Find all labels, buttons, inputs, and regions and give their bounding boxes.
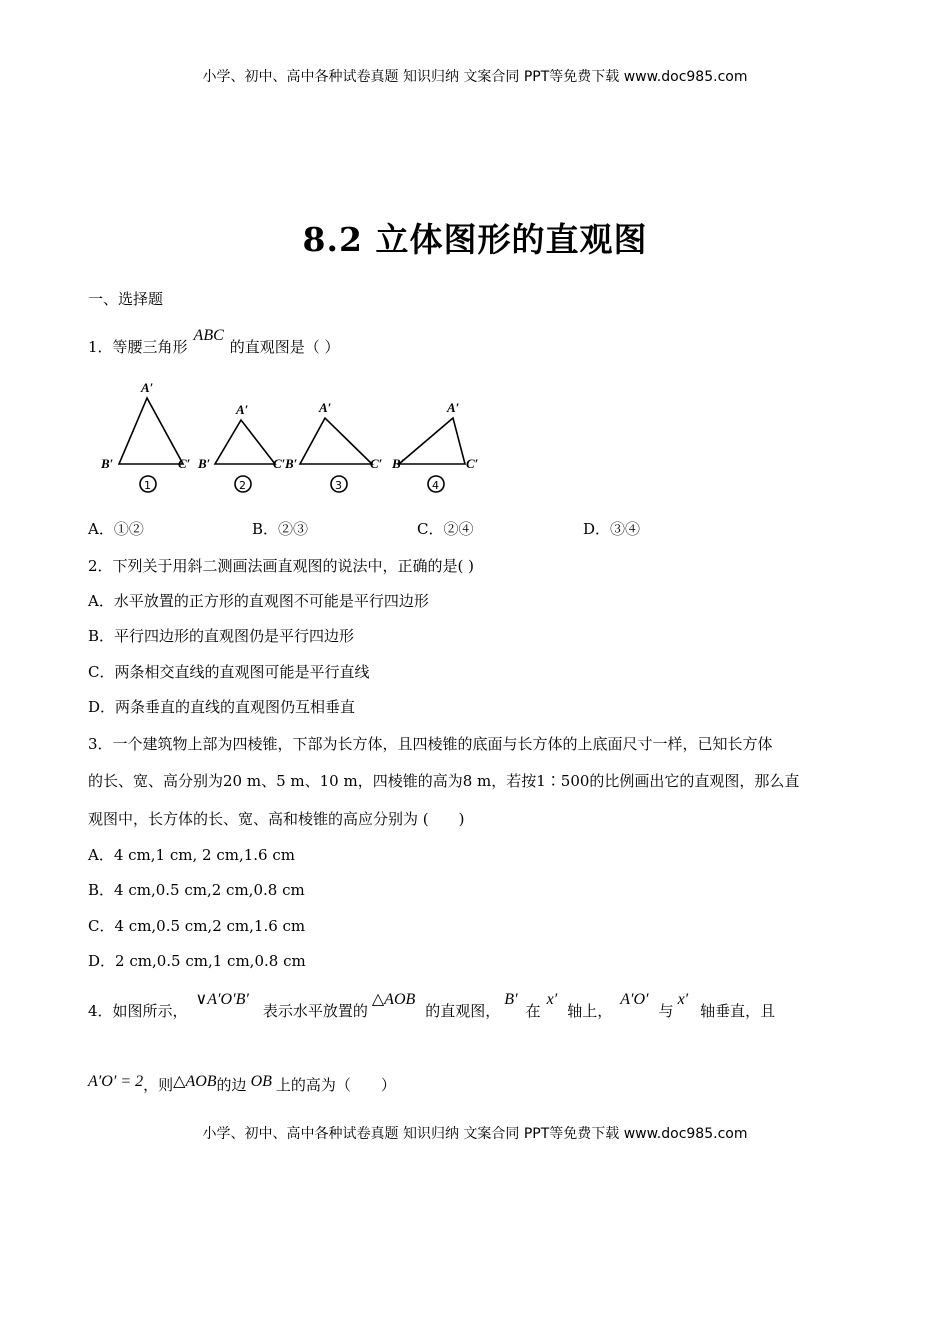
q4-math-triangle: △AOB	[371, 991, 416, 1008]
q3-option-a: A．4 cm,1 cm, 2 cm,1.6 cm	[88, 846, 295, 864]
q4-text-1: 4．如图所示，	[88, 1002, 188, 1020]
label-b2: B′	[198, 456, 211, 471]
q4-math-x1: x′	[546, 991, 558, 1008]
q2-option-d: D．两条垂直的直线的直观图仍互相垂直	[88, 698, 356, 716]
q4-math-triangle-2: △AOB	[173, 1073, 217, 1090]
q4-text-6: 与	[658, 1002, 674, 1020]
question-2-stem: 2．下列关于用斜二测画法画直观图的说法中，正确的是( )	[88, 557, 475, 575]
q1-option-b: B．②③	[252, 520, 309, 538]
triangle-1	[119, 398, 183, 464]
q4-text-9: 的边	[216, 1076, 247, 1094]
page-title: 8.2 立体图形的直观图	[302, 220, 648, 259]
figure-number-2: 2	[239, 479, 246, 492]
question-3-line-2: 的长、宽、高分别为20 m、5 m、10 m，四棱锥的高为8 m，若按1∶500的比例画出它的直观图，那么直	[88, 772, 800, 790]
figure-number-3: 3	[335, 479, 342, 492]
section-heading: 一、选择题	[88, 290, 164, 308]
q4-text-4: 在	[525, 1002, 541, 1020]
page-header: 小学、初中、高中各种试卷真题 知识归纳 文案合同 PPT等免费下载 www.doc985.com	[202, 69, 748, 85]
question-3-line-3: 观图中，长方体的长、宽、高和棱锥的高应分别为 ( )	[88, 810, 465, 828]
q4-math-ao: A′O′	[620, 991, 649, 1008]
label-b4: B′	[392, 456, 405, 471]
label-c2: C′	[273, 456, 286, 471]
label-a2: A′	[236, 402, 249, 417]
question-3-line-1: 3．一个建筑物上部为四棱锥，下部为长方体，且四棱锥的底面与长方体的上底面尺寸一样，已知长方体	[88, 735, 773, 753]
triangles-figure	[95, 378, 495, 500]
q1-suffix: 的直观图是（ ）	[229, 338, 340, 356]
q4-math-angle: ∨A′O′B′	[195, 991, 249, 1008]
q1-option-c: C．②④	[417, 520, 474, 538]
q4-math-b: B′	[504, 991, 518, 1008]
q4-text-2: 表示水平放置的	[262, 1002, 368, 1020]
q4-text-5: 轴上，	[567, 1002, 613, 1020]
label-c4: C′	[466, 456, 479, 471]
label-a3: A′	[319, 400, 332, 415]
question-4-line-1	[88, 991, 776, 1021]
q1-option-d: D．③④	[583, 520, 641, 538]
q4-math-ob: OB	[250, 1073, 272, 1090]
q4-text-10: 上的高为（ ）	[275, 1076, 396, 1094]
q1-prefix: 1．等腰三角形	[88, 338, 188, 356]
triangle-3	[300, 418, 372, 464]
q4-math-ao-eq: A′O′ = 2	[88, 1073, 144, 1090]
q4-text-8: ，则	[143, 1076, 174, 1094]
q3-option-b: B．4 cm,0.5 cm,2 cm,0.8 cm	[88, 881, 305, 899]
q3-option-d: D．2 cm,0.5 cm,1 cm,0.8 cm	[88, 952, 306, 970]
q4-text-7: 轴垂直，且	[700, 1002, 776, 1020]
question-4-line-2	[88, 1074, 396, 1095]
q4-text-3: 的直观图，	[425, 1002, 501, 1020]
page-footer: 小学、初中、高中各种试卷真题 知识归纳 文案合同 PPT等免费下载 www.doc985.com	[202, 1126, 748, 1142]
q2-option-c: C．两条相交直线的直观图可能是平行直线	[88, 663, 370, 681]
q4-math-x2: x′	[677, 991, 689, 1008]
triangle-2	[215, 420, 275, 464]
label-b1: B′	[101, 456, 114, 471]
figure-number-4: 4	[432, 479, 439, 492]
q3-option-c: C．4 cm,0.5 cm,2 cm,1.6 cm	[88, 917, 306, 935]
question-1	[88, 327, 340, 357]
label-a4: A′	[447, 400, 460, 415]
figure-number-1: 1	[144, 479, 151, 492]
label-a1: A′	[141, 380, 154, 395]
q1-option-a: A．①②	[88, 520, 144, 538]
label-c3: C′	[370, 456, 383, 471]
label-c1: C′	[178, 456, 191, 471]
q2-option-b: B．平行四边形的直观图仍是平行四边形	[88, 627, 355, 645]
label-b3: B′	[285, 456, 298, 471]
triangle-4	[399, 418, 465, 464]
q2-option-a: A．水平放置的正方形的直观图不可能是平行四边形	[88, 592, 429, 610]
q1-math: ABC	[193, 327, 224, 344]
